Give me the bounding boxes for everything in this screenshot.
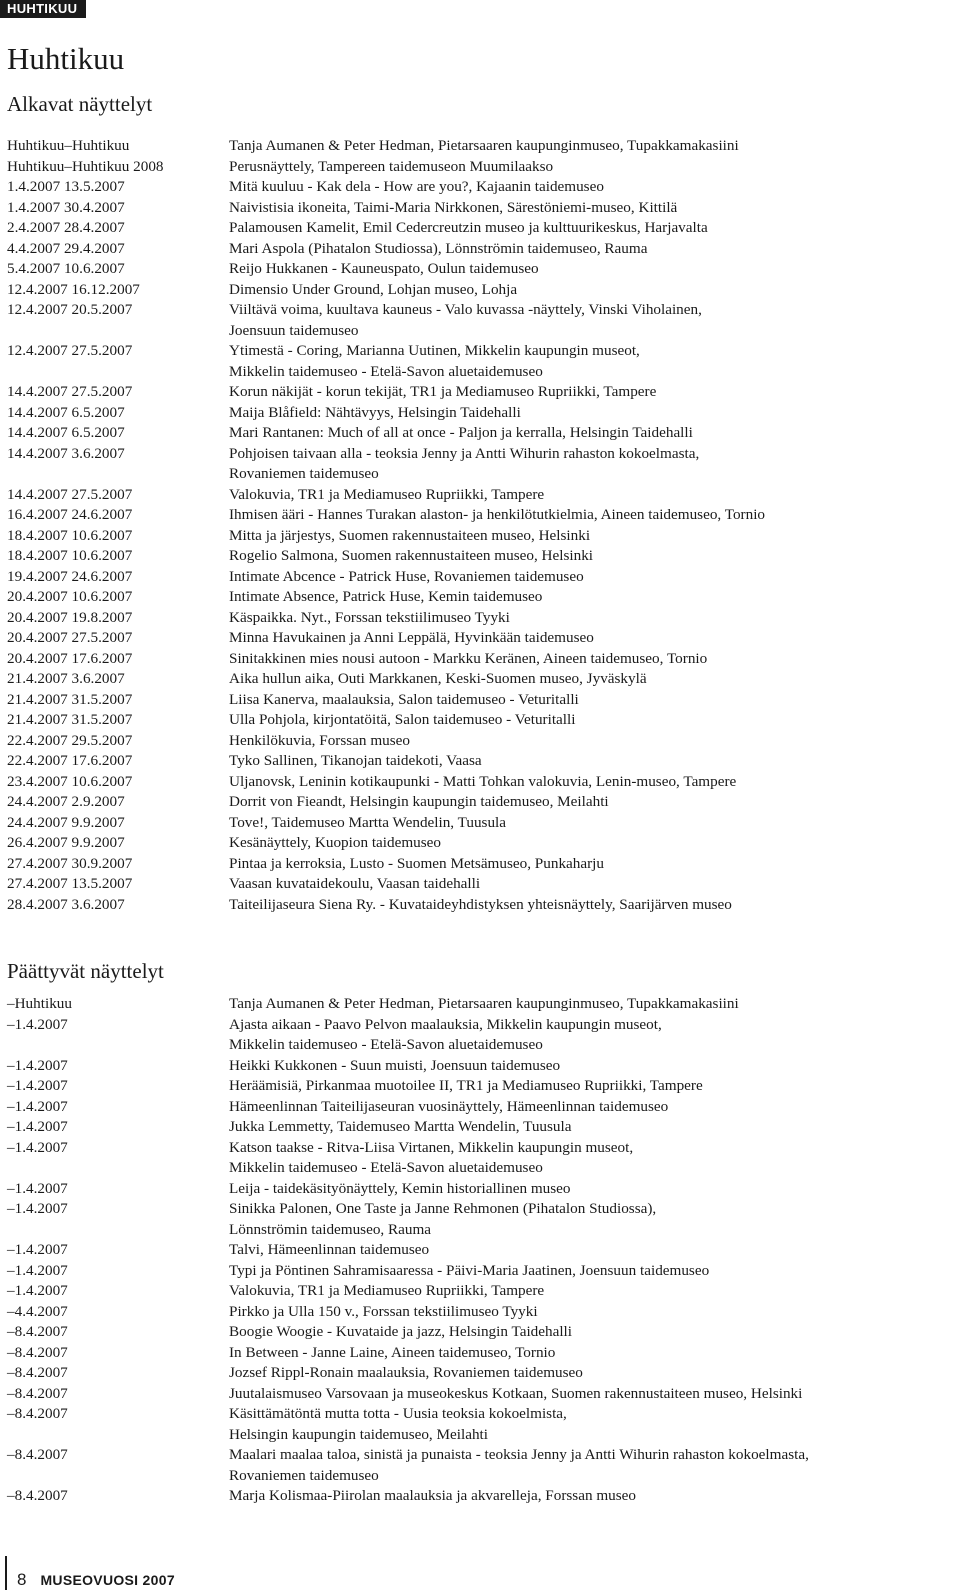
exhibition-date: 24.4.2007 9.9.2007 [7, 813, 125, 831]
exhibition-entry [7, 1097, 952, 1118]
exhibition-date: 19.4.2007 24.6.2007 [7, 567, 133, 585]
exhibition-description-line: Ytimestä - Coring, Marianna Uutinen, Mikkelin kaupungin museot, [229, 342, 640, 359]
exhibition-description-line: Intimate Abcence - Patrick Huse, Rovaniemen taidemuseo [229, 567, 584, 585]
exhibition-description-line: Ulla Pohjola, kirjontatöitä, Salon taidemuseo - Veturitalli [229, 711, 576, 728]
exhibition-date: 12.4.2007 20.5.2007 [7, 301, 133, 318]
exhibition-description [229, 669, 952, 690]
exhibition-date: 21.4.2007 31.5.2007 [7, 690, 133, 708]
exhibition-description-line: Vaasan kuvataidekoulu, Vaasan taidehalli [229, 875, 481, 892]
exhibition-date: –8.4.2007 [7, 1364, 68, 1381]
exhibition-description [229, 1302, 952, 1323]
exhibition-entry [7, 587, 952, 608]
page-title: Huhtikuu [7, 41, 125, 76]
opening-exhibitions-list [7, 136, 952, 915]
exhibition-description-line: In Between - Janne Laine, Aineen taidemuseo, Tornio [229, 1343, 556, 1361]
exhibition-date: 16.4.2007 24.6.2007 [7, 506, 133, 523]
exhibition-description-line: Kesänäyttely, Kuopion taidemuseo [229, 834, 442, 851]
exhibition-entry [7, 854, 952, 875]
exhibition-entry [7, 772, 952, 793]
exhibition-date: –1.4.2007 [7, 1200, 68, 1217]
exhibition-description [229, 526, 952, 547]
exhibition-description-line: Jukka Lemmetty, Taidemuseo Martta Wendelin, Tuusula [229, 1118, 572, 1135]
exhibition-description [229, 423, 952, 444]
exhibition-date: 1.4.2007 13.5.2007 [7, 178, 125, 195]
exhibition-date: Huhtikuu–Huhtikuu [7, 137, 130, 154]
exhibition-description [229, 710, 952, 731]
page-footer [5, 1556, 175, 1590]
exhibition-description-line: Pirkko ja Ulla 150 v., Forssan tekstiilimuseo Tyyki [229, 1302, 538, 1320]
running-head: HUHTIKUU [0, 0, 86, 18]
exhibition-description [229, 300, 952, 341]
exhibition-description [229, 382, 952, 403]
section-title-closing: Päättyvät näyttelyt [7, 959, 164, 983]
exhibition-entry [7, 751, 952, 772]
exhibition-entry [7, 813, 952, 834]
exhibition-description-line: Typi ja Pöntinen Sahramisaaressa - Päivi-Maria Jaatinen, Joensuun taidemuseo [229, 1261, 710, 1279]
exhibition-date: 28.4.2007 3.6.2007 [7, 895, 125, 913]
exhibition-description-line: Pohjoisen taivaan alla - teoksia Jenny ja Antti Wihurin rahaston kokoelmasta, [229, 444, 700, 462]
exhibition-date: –1.4.2007 [7, 1077, 68, 1094]
exhibition-description-line: Reijo Hukkanen - Kauneuspato, Oulun taidemuseo [229, 260, 539, 277]
exhibition-entry [7, 218, 952, 239]
exhibition-description [229, 1076, 952, 1097]
exhibition-entry [7, 423, 952, 444]
exhibition-description [229, 1486, 952, 1507]
exhibition-date: –8.4.2007 [7, 1405, 68, 1422]
exhibition-entry [7, 731, 952, 752]
exhibition-date: –1.4.2007 [7, 1056, 68, 1074]
exhibition-date: –1.4.2007 [7, 1282, 68, 1299]
closing-exhibitions-list [7, 994, 952, 1507]
exhibition-description-line: Rogelio Salmona, Suomen rakennustaiteen museo, Helsinki [229, 547, 594, 564]
exhibition-entry [7, 1281, 952, 1302]
exhibition-entry [7, 136, 952, 157]
exhibition-description-line: Talvi, Hämeenlinnan taidemuseo [229, 1241, 430, 1258]
exhibition-entry [7, 1179, 952, 1200]
exhibition-description [229, 1015, 952, 1056]
exhibition-entry [7, 1404, 952, 1445]
exhibition-description-line: Palamousen Kamelit, Emil Cedercreutzin museo ja kulttuurikeskus, Harjavalta [229, 219, 708, 236]
exhibition-description-line: Tanja Aumanen & Peter Hedman, Pietarsaaren kaupunginmuseo, Tupakkamakasiini [229, 137, 739, 154]
exhibition-description-line: Leija - taidekäsityönäyttely, Kemin historiallinen museo [229, 1179, 571, 1197]
exhibition-date: 12.4.2007 16.12.2007 [7, 280, 140, 298]
exhibition-description [229, 1117, 952, 1138]
exhibition-description-line: Liisa Kanerva, maalauksia, Salon taidemuseo - Veturitalli [229, 690, 579, 708]
exhibition-description [229, 341, 952, 382]
exhibition-description-line: Dorrit von Fieandt, Helsingin kaupungin taidemuseo, Meilahti [229, 793, 609, 810]
exhibition-entry [7, 505, 952, 526]
exhibition-description [229, 608, 952, 629]
exhibition-description [229, 813, 952, 834]
exhibition-description [229, 546, 952, 567]
exhibition-description-line: Ajasta aikaan - Paavo Pelvon maalauksia, Mikkelin kaupungin museot, [229, 1015, 662, 1033]
exhibition-date: –1.4.2007 [7, 1241, 68, 1258]
exhibition-date: 20.4.2007 19.8.2007 [7, 608, 133, 626]
exhibition-date: –8.4.2007 [7, 1384, 68, 1402]
exhibition-date: 14.4.2007 6.5.2007 [7, 403, 125, 421]
exhibition-entry [7, 177, 952, 198]
exhibition-entry [7, 1363, 952, 1384]
exhibition-description-line: Uljanovsk, Leninin kotikaupunki - Matti Tohkan valokuvia, Lenin-museo, Tampere [229, 772, 737, 790]
exhibition-description [229, 874, 952, 895]
exhibition-entry [7, 895, 952, 916]
exhibition-description-line: Marja Kolismaa-Piirolan maalauksia ja akvarelleja, Forssan museo [229, 1487, 636, 1504]
exhibition-entry [7, 239, 952, 260]
exhibition-description [229, 1097, 952, 1118]
exhibition-date: 5.4.2007 10.6.2007 [7, 260, 125, 277]
exhibition-date: –Huhtikuu [7, 995, 72, 1012]
exhibition-entry [7, 649, 952, 670]
exhibition-description [229, 772, 952, 793]
exhibition-date: –1.4.2007 [7, 1097, 68, 1115]
exhibition-description [229, 177, 952, 198]
exhibition-date: 1.4.2007 30.4.2007 [7, 198, 125, 216]
page-number: 8 [17, 1570, 27, 1589]
exhibition-description [229, 239, 952, 260]
exhibition-description [229, 731, 952, 752]
exhibition-entry [7, 1015, 952, 1056]
exhibition-entry [7, 1199, 952, 1240]
exhibition-date: 24.4.2007 2.9.2007 [7, 793, 125, 810]
exhibition-date: 12.4.2007 27.5.2007 [7, 342, 133, 359]
exhibition-date: –1.4.2007 [7, 1138, 68, 1156]
exhibition-description [229, 280, 952, 301]
exhibition-description [229, 198, 952, 219]
exhibition-description [229, 259, 952, 280]
exhibition-date: 22.4.2007 17.6.2007 [7, 752, 133, 769]
exhibition-entry [7, 485, 952, 506]
exhibition-entry [7, 628, 952, 649]
exhibition-description-line: Pintaa ja kerroksia, Lusto - Suomen Metsämuseo, Punkaharju [229, 854, 604, 872]
exhibition-date: 14.4.2007 27.5.2007 [7, 485, 133, 503]
exhibition-entry [7, 198, 952, 219]
exhibition-entry [7, 403, 952, 424]
exhibition-date: –8.4.2007 [7, 1446, 68, 1463]
exhibition-description-line: Boogie Woogie - Kuvataide ja jazz, Helsingin Taidehalli [229, 1323, 572, 1340]
exhibition-description-line: Mitta ja järjestys, Suomen rakennustaiteen museo, Helsinki [229, 526, 591, 544]
exhibition-entry [7, 157, 952, 178]
exhibition-description [229, 1240, 952, 1261]
exhibition-date: –1.4.2007 [7, 1179, 68, 1197]
exhibition-date: –8.4.2007 [7, 1487, 68, 1504]
exhibition-description [229, 444, 952, 485]
exhibition-entry [7, 690, 952, 711]
publication-title: MUSEOVUOSI 2007 [40, 1572, 175, 1588]
exhibition-description-line: Mari Aspola (Pihatalon Studiossa), Lönnströmin taidemuseo, Rauma [229, 239, 648, 257]
exhibition-description [229, 136, 952, 157]
exhibition-description-line: Mikkelin taidemuseo - Etelä-Savon aluetaidemuseo [229, 362, 543, 380]
exhibition-date: 2.4.2007 28.4.2007 [7, 219, 125, 236]
exhibition-description [229, 854, 952, 875]
exhibition-entry [7, 1302, 952, 1323]
exhibition-entry [7, 1322, 952, 1343]
exhibition-entry [7, 444, 952, 485]
exhibition-entry [7, 1486, 952, 1507]
exhibition-date: –4.4.2007 [7, 1302, 68, 1320]
exhibition-description [229, 1445, 952, 1486]
exhibition-description [229, 157, 952, 178]
exhibition-description-line: Intimate Absence, Patrick Huse, Kemin taidemuseo [229, 588, 543, 605]
exhibition-date: 21.4.2007 31.5.2007 [7, 711, 133, 728]
exhibition-description-line: Tanja Aumanen & Peter Hedman, Pietarsaaren kaupunginmuseo, Tupakkamakasiini [229, 995, 739, 1012]
exhibition-entry [7, 1261, 952, 1282]
exhibition-entry [7, 1117, 952, 1138]
exhibition-description-line: Naivistisia ikoneita, Taimi-Maria Nirkkonen, Särestöniemi-museo, Kittilä [229, 198, 678, 216]
exhibition-date: 20.4.2007 17.6.2007 [7, 649, 133, 667]
exhibition-entry [7, 300, 952, 341]
exhibition-date: 27.4.2007 13.5.2007 [7, 875, 133, 892]
exhibition-description [229, 1343, 952, 1364]
exhibition-description [229, 1281, 952, 1302]
exhibition-description [229, 751, 952, 772]
exhibition-description-line: Tove!, Taidemuseo Martta Wendelin, Tuusula [229, 813, 507, 831]
exhibition-description [229, 1138, 952, 1179]
exhibition-entry [7, 1240, 952, 1261]
exhibition-description-line: Heikki Kukkonen - Suun muisti, Joensuun taidemuseo [229, 1056, 561, 1074]
exhibition-description [229, 1384, 952, 1405]
exhibition-date: Huhtikuu–Huhtikuu 2008 [7, 157, 164, 175]
exhibition-date: –1.4.2007 [7, 1261, 68, 1279]
exhibition-entry [7, 792, 952, 813]
exhibition-description-line: Viiltävä voima, kuultava kauneus - Valo kuvassa -näyttely, Vinski Viholainen, [229, 301, 702, 318]
exhibition-date: 27.4.2007 30.9.2007 [7, 854, 133, 872]
exhibition-entry [7, 874, 952, 895]
exhibition-description-line: Tyko Sallinen, Tikanojan taidekoti, Vaasa [229, 752, 482, 769]
exhibition-entry [7, 669, 952, 690]
exhibition-description-line: Aika hullun aika, Outi Markkanen, Keski-Suomen museo, Jyväskylä [229, 670, 647, 687]
exhibition-description [229, 1179, 952, 1200]
exhibition-date: 14.4.2007 6.5.2007 [7, 424, 125, 441]
exhibition-description-line: Käsittämätöntä mutta totta - Uusia teoksia kokoelmista, [229, 1405, 567, 1422]
exhibition-description-line: Hämeenlinnan Taiteilijaseuran vuosinäyttely, Hämeenlinnan taidemuseo [229, 1097, 669, 1115]
exhibition-date: 26.4.2007 9.9.2007 [7, 834, 125, 851]
exhibition-description-line: Taiteilijaseura Siena Ry. - Kuvataideyhdistyksen yhteisnäyttely, Saarijärven museo [229, 895, 732, 913]
exhibition-entry [7, 710, 952, 731]
exhibition-description [229, 895, 952, 916]
exhibition-date: –8.4.2007 [7, 1323, 68, 1340]
footer-rule [5, 1556, 7, 1590]
exhibition-entry [7, 526, 952, 547]
exhibition-description [229, 628, 952, 649]
exhibition-description-line: Valokuvia, TR1 ja Mediamuseo Rupriikki, Tampere [229, 1282, 545, 1299]
exhibition-description [229, 1363, 952, 1384]
exhibition-entry [7, 546, 952, 567]
exhibition-date: 20.4.2007 27.5.2007 [7, 629, 133, 646]
exhibition-description-line: Perusnäyttely, Tampereen taidemuseon Muumilaakso [229, 157, 554, 175]
exhibition-entry [7, 833, 952, 854]
exhibition-entry [7, 1445, 952, 1486]
exhibition-description-line: Valokuvia, TR1 ja Mediamuseo Rupriikki, Tampere [229, 485, 545, 503]
exhibition-description-line: Korun näkijät - korun tekijät, TR1 ja Mediamuseo Rupriikki, Tampere [229, 383, 657, 400]
exhibition-description [229, 218, 952, 239]
exhibition-description [229, 1322, 952, 1343]
exhibition-entry [7, 1343, 952, 1364]
exhibition-date: –8.4.2007 [7, 1343, 68, 1361]
exhibition-description [229, 505, 952, 526]
exhibition-entry [7, 1384, 952, 1405]
exhibition-date: –1.4.2007 [7, 1015, 68, 1033]
exhibition-description [229, 690, 952, 711]
exhibition-description [229, 1261, 952, 1282]
exhibition-date: 21.4.2007 3.6.2007 [7, 670, 125, 687]
exhibition-entry [7, 1056, 952, 1077]
exhibition-entry [7, 1076, 952, 1097]
exhibition-description [229, 792, 952, 813]
exhibition-entry [7, 382, 952, 403]
exhibition-date: 18.4.2007 10.6.2007 [7, 547, 133, 564]
exhibition-description-line: Maija Blåfield: Nähtävyys, Helsingin Taidehalli [229, 403, 521, 421]
exhibition-description [229, 994, 952, 1015]
exhibition-entry [7, 994, 952, 1015]
exhibition-description [229, 833, 952, 854]
exhibition-description-line: Sinitakkinen mies nousi autoon - Markku Keränen, Aineen taidemuseo, Tornio [229, 649, 708, 667]
exhibition-date: 14.4.2007 27.5.2007 [7, 383, 133, 400]
exhibition-description-line: Mitä kuuluu - Kak dela - How are you?, Kajaanin taidemuseo [229, 178, 604, 195]
exhibition-description [229, 485, 952, 506]
exhibition-entry [7, 608, 952, 629]
exhibition-description-line: Katson taakse - Ritva-Liisa Virtanen, Mikkelin kaupungin museot, [229, 1138, 634, 1156]
exhibition-date: 4.4.2007 29.4.2007 [7, 239, 125, 257]
exhibition-description [229, 403, 952, 424]
exhibition-description-line: Mikkelin taidemuseo - Etelä-Savon aluetaidemuseo [229, 1036, 543, 1053]
exhibition-description [229, 567, 952, 588]
exhibition-entry [7, 341, 952, 382]
exhibition-entry [7, 259, 952, 280]
exhibition-date: 23.4.2007 10.6.2007 [7, 772, 133, 790]
exhibition-description-line: Helsingin kaupungin taidemuseo, Meilahti [229, 1425, 488, 1443]
exhibition-description-line: Dimensio Under Ground, Lohjan museo, Lohja [229, 280, 518, 298]
exhibition-description [229, 649, 952, 670]
exhibition-description-line: Sinikka Palonen, One Taste ja Janne Rehmonen (Pihatalon Studiossa), [229, 1200, 657, 1217]
section-title-opening: Alkavat näyttelyt [7, 92, 153, 116]
exhibition-description [229, 1404, 952, 1445]
exhibition-description-line: Rovaniemen taidemuseo [229, 1466, 379, 1484]
exhibition-date: 18.4.2007 10.6.2007 [7, 526, 133, 544]
exhibition-description-line: Mari Rantanen: Much of all at once - Paljon ja kerralla, Helsingin Taidehalli [229, 424, 693, 441]
exhibition-description-line: Juutalaismuseo Varsovaan ja museokeskus Kotkaan, Suomen rakennustaiteen museo, Helsinki [229, 1384, 803, 1402]
exhibition-description [229, 1199, 952, 1240]
exhibition-entry [7, 567, 952, 588]
exhibition-description-line: Henkilökuvia, Forssan museo [229, 731, 410, 749]
exhibition-date: 20.4.2007 10.6.2007 [7, 588, 133, 605]
exhibition-description [229, 1056, 952, 1077]
exhibition-description-line: Ihmisen ääri - Hannes Turakan alaston- ja henkilötutkielmia, Aineen taidemuseo, Tornio [229, 506, 766, 523]
exhibition-description-line: Mikkelin taidemuseo - Etelä-Savon aluetaidemuseo [229, 1159, 543, 1176]
exhibition-entry [7, 280, 952, 301]
exhibition-description-line: Maalari maalaa taloa, sinistä ja punaista - teoksia Jenny ja Antti Wihurin rahaston kokoelmasta, [229, 1446, 809, 1463]
exhibition-description-line: Rovaniemen taidemuseo [229, 465, 379, 482]
exhibition-date: –1.4.2007 [7, 1118, 68, 1135]
exhibition-description [229, 587, 952, 608]
exhibition-entry [7, 1138, 952, 1179]
exhibition-description-line: Käspaikka. Nyt., Forssan tekstiilimuseo Tyyki [229, 608, 510, 626]
exhibition-description-line: Jozsef Rippl-Ronain maalauksia, Rovaniemen taidemuseo [229, 1364, 583, 1381]
exhibition-description-line: Joensuun taidemuseo [229, 321, 359, 339]
exhibition-description-line: Heräämisiä, Pirkanmaa muotoilee II, TR1 ja Mediamuseo Rupriikki, Tampere [229, 1077, 703, 1094]
exhibition-date: 14.4.2007 3.6.2007 [7, 444, 125, 462]
exhibition-description-line: Lönnströmin taidemuseo, Rauma [229, 1220, 432, 1238]
exhibition-description-line: Minna Havukainen ja Anni Leppälä, Hyvinkään taidemuseo [229, 629, 594, 646]
exhibition-date: 22.4.2007 29.5.2007 [7, 731, 133, 749]
